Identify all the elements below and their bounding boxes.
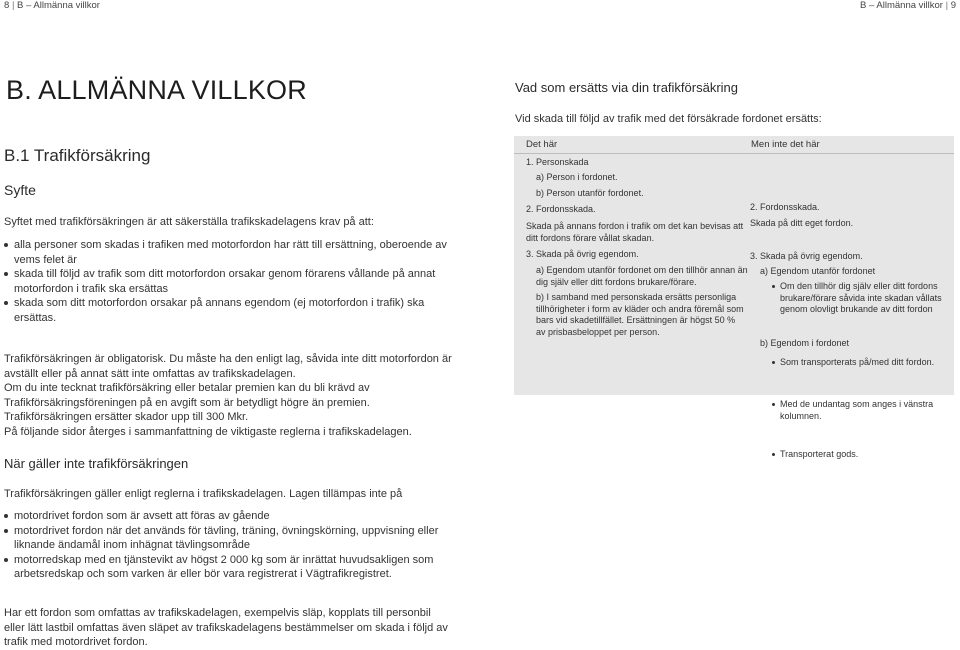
list-item: alla personer som skadas i trafiken med motorfordon har rätt till ersättning, oberoende av vems felet är [4,238,454,267]
not-covered-item: a) Egendom utanför fordonet [760,266,876,276]
covered-item: b) Person utanför fordonet. [536,188,644,198]
list-item: skada som ditt motorfordon orsakar på annans egendom (ej motorfordon i trafik) ska ersättas. [4,296,454,325]
not-covered-column [750,136,946,459]
column-header-not-covered: Men inte det här [751,139,820,150]
covered-item: b) I samband med personskada ersätts personliga tillhörigheter i form av kläder och andra föremål som bars vid skadetillfället. Ersättningen är högst 50 % av prisbasbeloppet per person. [536,292,744,337]
no-insurance-intro: Trafikförsäkringen gäller enligt reglerna i trafikskadelagen. Lagen tillämpas inte på [4,488,403,500]
covered-other-property: 3. Skada på övrig egendom. [526,249,639,259]
header-section: B – Allmänna villkor [17,0,100,11]
coverage-table [514,136,954,459]
section-title: B.1 Trafikförsäkring [4,146,151,165]
page-number: 8 [4,0,10,11]
not-covered-other-property: 3. Skada på övrig egendom. [750,251,863,261]
not-covered-bullet: Med de undantag som anges i vänstra kolumnen. [768,399,950,422]
list-item: motorredskap med en tjänstevikt av högst 2 000 kg som är inrättat huvudsakligen som arbetsredskap och som varken är eller bör vara registrerat i Vägtrafikregistret. [4,553,454,582]
header-separator: | [11,0,15,11]
not-covered-item: Skada på ditt eget fordon. [750,218,854,228]
column-header-covered: Det här [526,139,558,150]
header-section: B – Allmänna villkor [860,0,943,11]
paragraph: Om du inte tecknat trafikförsäkring eller betalar premien kan du bli krävd av Trafikförsäkringsföreningen på en avgift som är betydligt högre än premien. Trafikförsäkringen ersätter skador upp till 300 Mkr. [4,382,370,423]
purpose-intro: Syftet med trafikförsäkringen är att säkerställa trafikskadelagens krav på att: [4,216,374,228]
main-title: B. ALLMÄNNA VILLKOR [6,75,307,105]
list-item: motordrivet fordon när det används för tävling, träning, övningskörning, uppvisning eller liknande ändamål inom inhägnat tävlingsområde [4,524,454,553]
covered-personal-damage: 1. Personskada [526,157,589,167]
exceptions-list [4,509,454,582]
covered-vehicle-damage: 2. Fordonsskada. [526,204,596,214]
paragraph: Trafikförsäkringen är obligatorisk. Du måste ha den enligt lag, såvida inte ditt motorfordon är avställt eller på annat sätt inte omfattas av trafikskadelagen. [4,353,452,380]
header-separator: | [945,0,949,11]
running-header-right [860,0,956,11]
coverage-title: Vad som ersätts via din trafikförsäkring [515,80,739,95]
obligation-text [4,352,454,439]
no-insurance-heading: När gäller inte trafikförsäkringen [4,456,189,471]
list-item: motordrivet fordon som är avsett att föras av gående [4,509,454,524]
not-covered-bullet: Som transporterats på/med ditt fordon. [768,357,950,369]
list-item: skada till följd av trafik som ditt motorfordon orsakar genom förarens vållande på annat motorfordon i trafik ska ersättas [4,267,454,296]
not-covered-bullet: Transporterat gods. [768,449,950,461]
running-header-left [4,0,100,11]
not-covered-vehicle-damage: 2. Fordonsskada. [750,202,820,212]
purpose-list [4,238,454,325]
covered-item: a) Person i fordonet. [536,172,618,182]
page-number: 9 [950,0,956,11]
syfte-heading: Syfte [4,182,36,198]
covered-item: Skada på annans fordon i trafik om det kan bevisas att ditt fordons förare vållat skadan. [526,221,744,243]
not-covered-item: b) Egendom i fordonet [760,338,850,348]
coverage-subtitle: Vid skada till följd av trafik med det försäkrade fordonet ersätts: [515,113,822,125]
not-covered-bullet: Om den tillhör dig själv eller ditt fordons brukare/förare såvida inte skadan vållats genom olovligt brukande av ditt fordon [768,281,950,316]
paragraph: På följande sidor återges i sammanfattning de viktigaste reglerna i trafikskadelagen. [4,425,412,438]
covered-item: a) Egendom utanför fordonet om den tillhör annan än dig själv eller ditt fordons brukare/förare. [536,265,748,287]
closing-paragraph: Har ett fordon som omfattas av trafikskadelagen, exempelvis släp, kopplats till personbil eller lätt lastbil omfattas även släpet av trafikskadelagens bestämmelser om skada i följd av trafik med motordrivet fordon. [4,607,448,648]
